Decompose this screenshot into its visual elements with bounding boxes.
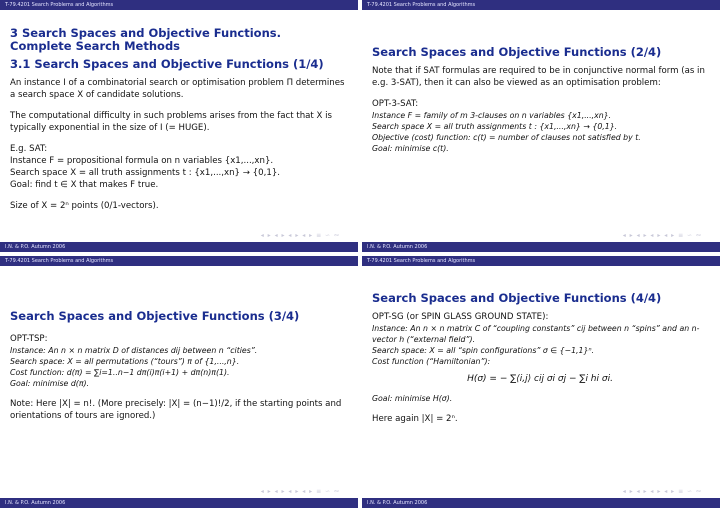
slide-1-line-1: Instance F = propositional formula on n variables {x1,...,xn}. [10, 156, 274, 166]
slide-3-header: T-79.4201 Search Problems and Algorithms [0, 256, 358, 266]
slide-2-line-3: Objective (cost) function: c(t) = number of clauses not satisfied by t. [372, 133, 641, 142]
slide-2-line-1: Instance F = family of m 3-clauses on n variables {x1,...,xn}. [372, 111, 612, 120]
slide-1-footer: I.N. & P.O. Autumn 2006 [0, 242, 358, 252]
slide-4-hamiltonian: H(σ) = − ∑⟨i,j⟩ cij σi σj − ∑i hi σi. [467, 374, 613, 384]
slide-4-nav-controls[interactable]: ◂ ▸ ◂ ▸ ◂ ▸ ◂ ▸ ≡ ∽ ∾ [622, 488, 702, 495]
slide-3-line-1: Instance: An n × n matrix D of distances dij between n “cities”. [10, 346, 258, 355]
slide-1-body [0, 10, 358, 242]
slide-3-note: Note: Here |X| = n!. (More precisely: |X| = (n−1)!/2, if the starting points and orientations of tours are ignored.) [10, 399, 342, 421]
slide-2-opt-label: OPT-3-SAT: [372, 99, 419, 109]
slide-4-line-3: Cost function (“Hamiltonian”): [372, 357, 491, 366]
slide-3 [0, 256, 358, 508]
slide-2-nav-controls[interactable]: ◂ ▸ ◂ ▸ ◂ ▸ ◂ ▸ ≡ ∽ ∾ [622, 232, 702, 239]
slide-2-line-2: Search space X = all truth assignments t : {x1,...,xn} → {0,1}. [372, 122, 618, 131]
slide-3-nav-controls[interactable]: ◂ ▸ ◂ ▸ ◂ ▸ ◂ ▸ ≡ ∽ ∾ [260, 488, 340, 495]
slide-4-opt-label: OPT-SG (or SPIN GLASS GROUND STATE): [372, 312, 549, 322]
slide-1-header: T-79.4201 Search Problems and Algorithms [0, 0, 358, 10]
slide-3-footer: I.N. & P.O. Autumn 2006 [0, 498, 358, 508]
slide-1-paragraph-2: The computational difficulty in such problems arises from the fact that X is typically exponential in the size of I (= HUGE). [10, 111, 333, 133]
slide-1-eg: E.g. SAT: [10, 144, 48, 154]
slide-1-main-title-1: 3 Search Spaces and Objective Functions. [10, 26, 281, 40]
slide-2-header: T-79.4201 Search Problems and Algorithms [362, 0, 720, 10]
slide-3-opt-label: OPT-TSP: [10, 334, 48, 344]
slide-4-header: T-79.4201 Search Problems and Algorithms [362, 256, 720, 266]
slide-3-line-2: Search space: X = all permutations (“tours”) π of {1,...,n}. [10, 357, 240, 366]
slide-2-body [362, 10, 720, 242]
slide-1-main-title-2: Complete Search Methods [10, 38, 181, 53]
slide-3-title: Search Spaces and Objective Functions (3/4) [10, 309, 300, 323]
slide-4-line-2: Search space: X = all “spin configurations” σ ∈ {−1,1}ⁿ. [372, 346, 595, 355]
slide-1-section-title: 3.1 Search Spaces and Objective Functions (1/4) [10, 57, 324, 71]
slide-4-title: Search Spaces and Objective Functions (4/4) [372, 291, 662, 305]
slide-2-title: Search Spaces and Objective Functions (2/4) [372, 45, 662, 59]
slide-1 [0, 0, 358, 252]
slide-3-line-3: Cost function: d(π) = ∑i=1..n−1 dπ(i)π(i+1) + dπ(n)π(1). [10, 368, 230, 377]
slide-3-goal: Goal: minimise d(π). [10, 379, 90, 388]
slide-4-here: Here again |X| = 2ⁿ. [372, 414, 458, 424]
slide-4-footer: I.N. & P.O. Autumn 2006 [362, 498, 720, 508]
slide-3-body [0, 266, 358, 498]
slide-4-goal: Goal: minimise H(σ). [372, 394, 453, 403]
slide-4-line-1: Instance: An n × n matrix C of “coupling constants” cij between n “spins” and an n-vector h (“external field”). [372, 324, 700, 344]
slide-4-body [362, 266, 720, 498]
slide-1-nav-controls[interactable]: ◂ ▸ ◂ ▸ ◂ ▸ ◂ ▸ ≡ ∽ ∾ [260, 232, 340, 239]
slide-2-goal: Goal: minimise c(t). [372, 144, 449, 153]
slide-1-line-2: Search space X = all truth assignments t : {x1,...,xn} → {0,1}. [10, 168, 281, 178]
slide-1-line-3: Goal: find t ∈ X that makes F true. [10, 180, 159, 190]
slide-2-paragraph-1: Note that if SAT formulas are required to be in conjunctive normal form (as in e.g. 3-SAT), then it can also be viewed as an optimisation problem: [372, 66, 705, 88]
slide-1-paragraph-1: An instance I of a combinatorial search or optimisation problem Π determines a search space X of candidate solutions. [10, 78, 345, 100]
slide-2 [362, 0, 720, 252]
slide-1-size: Size of X = 2ⁿ points (0/1-vectors). [10, 201, 159, 211]
slide-4 [362, 256, 720, 508]
slide-2-footer: I.N. & P.O. Autumn 2006 [362, 242, 720, 252]
